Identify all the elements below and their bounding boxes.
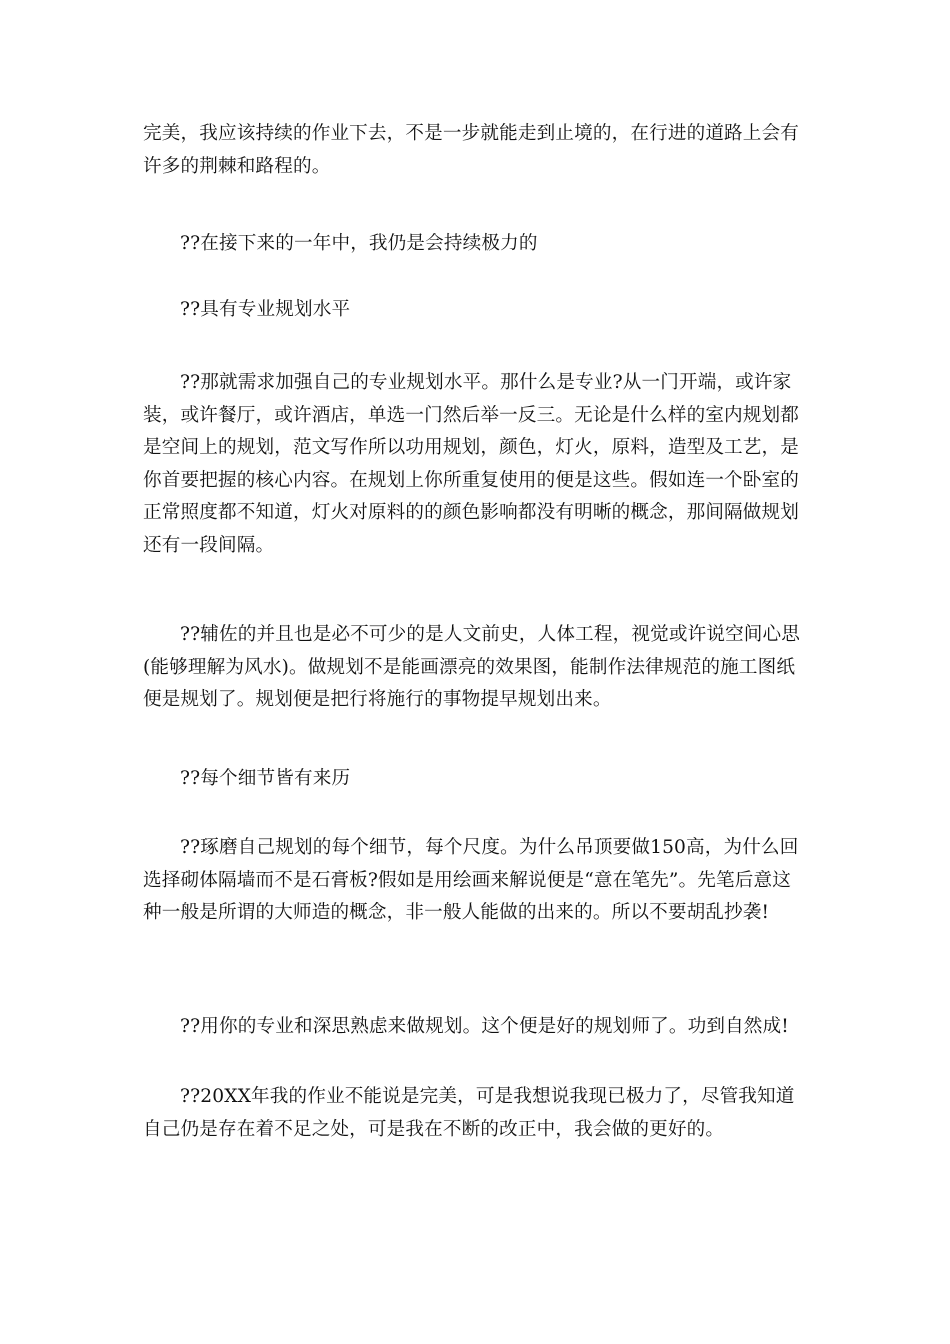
paragraph-summary: ??20XX年我的作业不能说是完美，可是我想说我现已极力了，尽管我知道自己仍是存在着不足之处，可是我在不断的改正中，我会做的更好的。 (143, 1086, 795, 1140)
paragraph-continuation: 完美，我应该持续的作业下去，不是一步就能走到止境的，在行进的道路上会有许多的荆棘和路程的。 (143, 123, 800, 177)
paragraph-details: ??琢磨自己规划的每个细节，每个尺度。为什么吊顶要做150高，为什么回选择砌体隔墙而不是石膏板?假如是用绘画来解说便是“意在笔先”。先笔后意这种一般是所谓的大师造的概念，非一般人能做的出来的。所以不要胡乱抄袭! (143, 837, 799, 924)
heading-professional-planning: ??具有专业规划水平 (180, 299, 351, 320)
paragraph-next-year: ??在接下来的一年中，我仍是会持续极力的 (180, 233, 538, 254)
heading-details: ??每个细节皆有来历 (180, 768, 351, 789)
paragraph-professional-planning: ??那就需求加强自己的专业规划水平。那什么是专业?从一门开端，或许家装，或许餐厅，或许酒店，单选一门然后举一反三。无论是什么样的室内规划都是空间上的规划，范文写作所以功用规划，颜色，灯火，原料，造型及工艺，是你首要把握的核心内容。在规划上你所重复使用的便是这些。假如连一个卧室的正常照度都不知道，灯火对原料的的颜色影响都没有明晰的概念，那间隔做规划还有一段间隔。 (143, 372, 800, 556)
paragraph-humanities: ??辅佐的并且也是必不可少的是人文前史，人体工程，视觉或许说空间心思(能够理解为风水)。做规划不是能画漂亮的效果图，能制作法律规范的施工图纸便是规划了。规划便是把行将施行的事物提早规划出来。 (143, 624, 801, 711)
paragraph-expertise: ??用你的专业和深思熟虑来做规划。这个便是好的规划师了。功到自然成! (180, 1016, 789, 1037)
